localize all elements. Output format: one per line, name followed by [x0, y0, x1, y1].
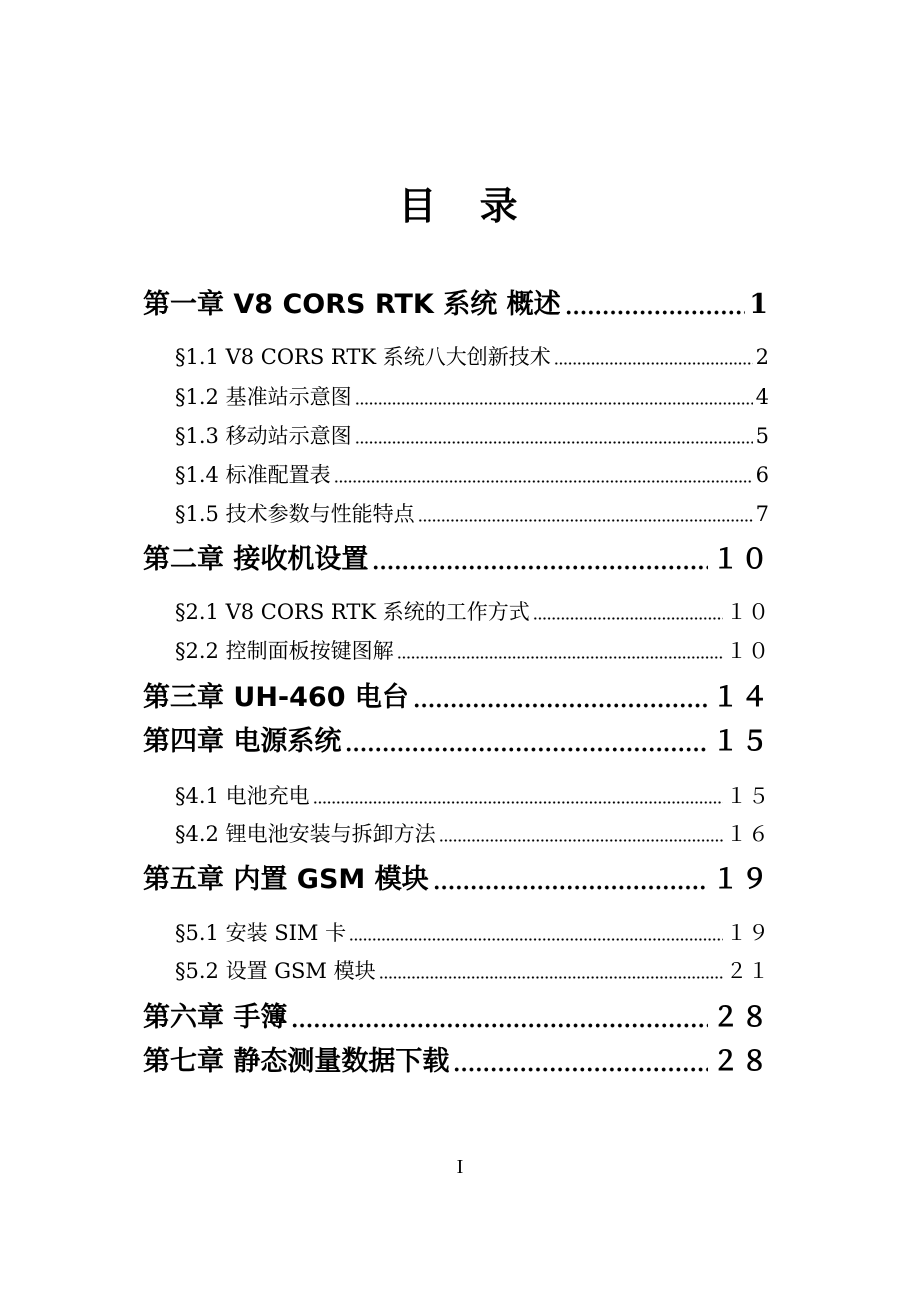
chapter-page-number: １０: [712, 544, 770, 575]
dot-leader: [313, 801, 723, 804]
dot-leader: [355, 402, 753, 405]
chapter-page-number: ２８: [712, 1002, 770, 1033]
dot-leader: [379, 976, 723, 979]
section-page-number: １０: [726, 639, 770, 663]
toc-section-entry: [175, 420, 770, 452]
section-page-number: １０: [726, 600, 770, 624]
section-page-number: 7: [755, 502, 770, 526]
toc-section-entry: [175, 498, 770, 530]
toc-chapter-entry: [143, 1042, 770, 1082]
toc-section-entry: [175, 780, 770, 812]
toc-chapter-entry: [143, 540, 770, 580]
section-label: §1.1 V8 CORS RTK 系统八大创新技术: [175, 345, 551, 369]
section-page-number: 6: [755, 463, 770, 487]
toc-section-entry: [175, 459, 770, 491]
page-footer-number: I: [456, 1156, 464, 1178]
toc-section-entry: [175, 635, 770, 667]
dot-leader: [349, 938, 723, 941]
toc-chapter-entry: [143, 998, 770, 1038]
chapter-label: 第四章 电源系统: [143, 726, 342, 757]
section-label: §1.5 技术参数与性能特点: [175, 502, 415, 526]
dot-leader: [439, 839, 723, 842]
toc-chapter-entry: [143, 678, 770, 718]
section-page-number: 4: [755, 385, 770, 409]
section-label: §2.2 控制面板按键图解: [175, 639, 394, 663]
toc-section-entry: [175, 917, 770, 949]
section-page-number: 5: [755, 424, 770, 448]
dot-leader: [413, 703, 708, 708]
dot-leader: [533, 617, 723, 620]
section-page-number: 2: [755, 345, 770, 369]
chapter-label: 第一章 V8 CORS RTK 系统 概述: [143, 289, 561, 320]
toc-chapter-entry: [143, 860, 770, 900]
chapter-label: 第二章 接收机设置: [143, 544, 369, 575]
chapter-label: 第七章 静态测量数据下载: [143, 1046, 450, 1077]
dot-leader: [291, 1023, 708, 1028]
dot-leader: [345, 747, 708, 752]
chapter-page-number: １４: [712, 682, 770, 713]
dot-leader: [565, 310, 746, 315]
dot-leader: [334, 480, 753, 483]
dot-leader: [453, 1067, 708, 1072]
section-label: §1.2 基准站示意图: [175, 385, 352, 409]
toc-section-entry: [175, 341, 770, 373]
section-page-number: １６: [726, 822, 770, 846]
section-page-number: １５: [726, 784, 770, 808]
section-label: §2.1 V8 CORS RTK 系统的工作方式: [175, 600, 530, 624]
chapter-page-number: 1: [749, 289, 770, 320]
dot-leader: [433, 885, 708, 890]
section-label: §4.2 锂电池安装与拆卸方法: [175, 822, 436, 846]
dot-leader: [418, 519, 753, 522]
toc-section-entry: [175, 596, 770, 628]
chapter-label: 第六章 手簿: [143, 1002, 288, 1033]
chapter-page-number: ２８: [712, 1046, 770, 1077]
dot-leader: [397, 656, 723, 659]
toc-section-entry: [175, 955, 770, 987]
section-label: §5.1 安装 SIM 卡: [175, 921, 347, 945]
chapter-page-number: １５: [712, 726, 770, 757]
section-label: §5.2 设置 GSM 模块: [175, 959, 376, 983]
dot-leader: [355, 441, 753, 444]
dot-leader: [554, 362, 753, 365]
section-label: §1.4 标准配置表: [175, 463, 331, 487]
section-label: §4.1 电池充电: [175, 784, 310, 808]
toc-section-entry: [175, 381, 770, 413]
section-label: §1.3 移动站示意图: [175, 424, 352, 448]
dot-leader: [372, 565, 708, 570]
chapter-label: 第五章 内置 GSM 模块: [143, 864, 429, 895]
toc-section-entry: [175, 818, 770, 850]
toc-chapter-entry: [143, 722, 770, 762]
section-page-number: ２１: [726, 959, 770, 983]
chapter-page-number: １９: [712, 864, 770, 895]
toc-title: 目 录: [398, 183, 522, 228]
section-page-number: １９: [726, 921, 770, 945]
toc-chapter-entry: [143, 285, 770, 325]
chapter-label: 第三章 UH-460 电台: [143, 682, 409, 713]
